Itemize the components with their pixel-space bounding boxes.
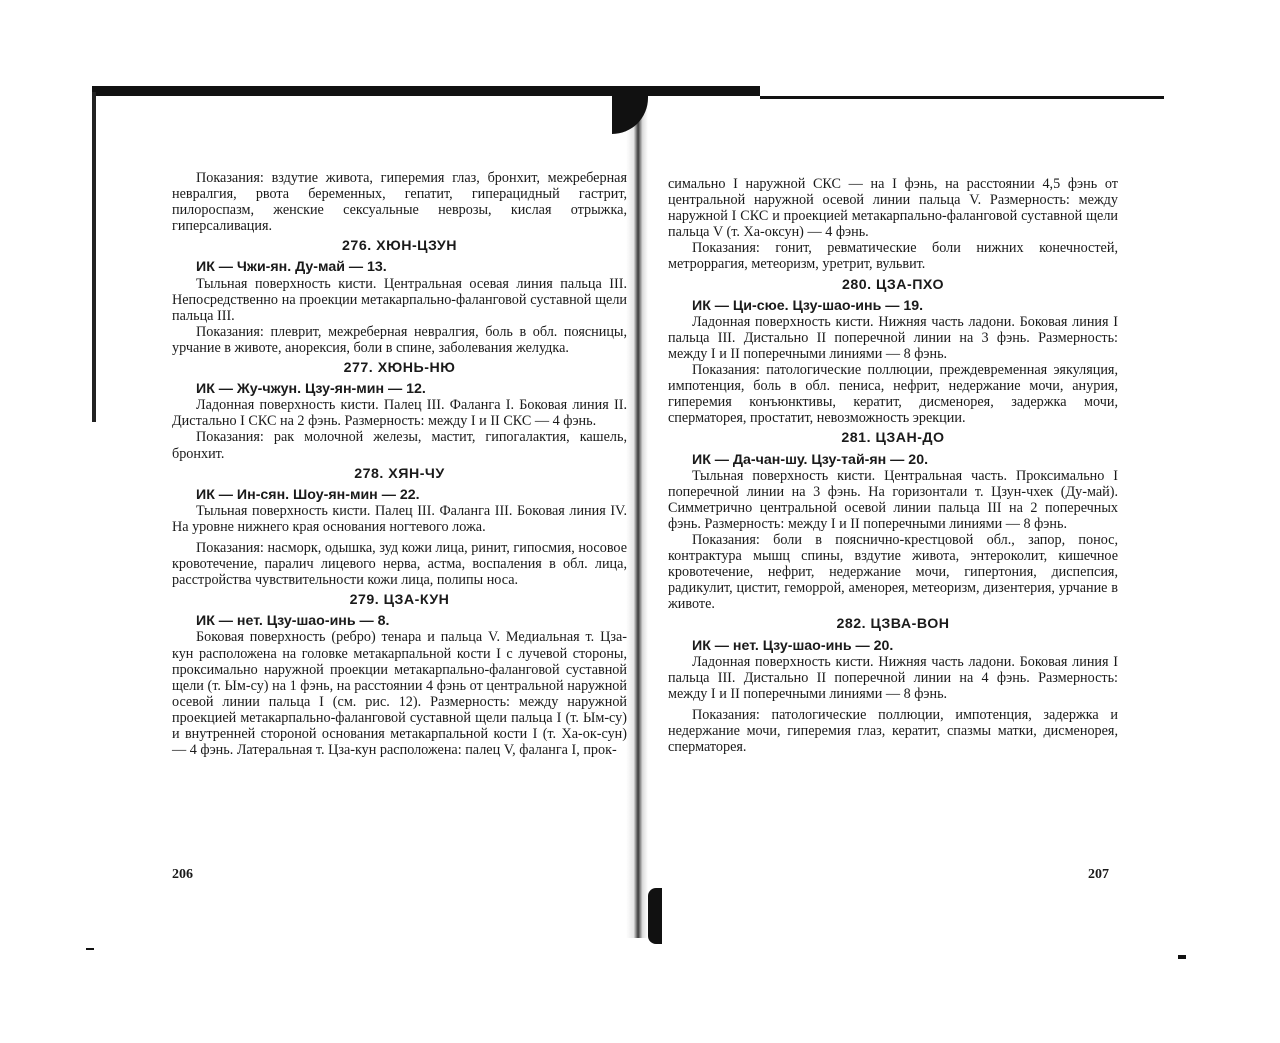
- book-spine-bottom: [648, 888, 662, 944]
- scan-top-border-right: [760, 96, 1164, 99]
- section-paragraph: Ладонная поверхность кисти. Нижняя часть ладони. Боковая линия I пальца III. Дистально II поперечной линии на 3 фэнь. Размерность: между I и II поперечными линиями — 8 фэнь.: [668, 313, 1118, 362]
- section-paragraph: Боковая поверхность (ребро) тенара и пальца V. Медиальная т. Цза-кун расположена на головке метакарпальной кости I с лучевой стороны, проксимально наружной проекции метакарпально-фаланговой суставной щели (т. Ым-су) на 1 фэнь, на расстоянии 4 фэнь от центральной наружной осевой линии пальца I (см. рис. 12). Размерность: между наружной проекцией метакарпально-фаланговой суставной щели пальца I (т. Ым-су) и внутренней стороной основания метакарпальной кости I (т. Ха-ок-сун) — 4 фэнь. Латеральная т. Цза-кун расположена: палец V, фаланга I, прок-: [172, 629, 627, 759]
- section-paragraph: Тыльная поверхность кисти. Центральная осевая линия пальца III. Непосредственно на проекции метакарпально-фаланговой суставной щели пальца III.: [172, 275, 627, 324]
- section-paragraph: Ладонная поверхность кисти. Нижняя часть ладони. Боковая линия I пальца III. Дистально II поперечной линии на 4 фэнь. Размерность: между I и II поперечными линиями — 8 фэнь.: [668, 653, 1118, 702]
- section-ik: ИК — нет. Цзу-шао-инь — 20.: [692, 637, 894, 654]
- section-title: 276. ХЮН-ЦЗУН: [342, 238, 457, 255]
- section-ik: ИК — Чжи-ян. Ду-май — 13.: [196, 259, 387, 276]
- section-title: 277. ХЮНЬ-НЮ: [343, 360, 456, 377]
- scan-top-border-gap: [760, 86, 1164, 96]
- section-ik: ИК — Ин-сян. Шоу-ян-мин — 22.: [196, 486, 420, 503]
- left-intro: Показания: вздутие живота, гиперемия глаз, бронхит, межреберная невралгия, рвота беременных, гепатит, гиперацидный гастрит, пилороспазм, женские сексуальные неврозы, кислая отрыжка, гиперсаливация.: [172, 170, 627, 235]
- right-intro-paragraph: Показания: гонит, ревматические боли нижних конечностей, метроррагия, метеоризм, уретрит, вульвит.: [668, 240, 1118, 273]
- right-page: [668, 176, 1118, 755]
- right-intro-paragraph: симально I наружной СКС — на I фэнь, на расстоянии 4,5 фэнь от центральной наружной осевой линии пальца V. Размерность: между наружной I СКС и проекцией метакарпально-фаланговой суставной щели пальца V (т. Ха-оксун) — 4 фэнь.: [668, 176, 1118, 241]
- scan-mark-left: [86, 948, 94, 950]
- left-page-edge: [92, 92, 96, 422]
- section-paragraph: Ладонная поверхность кисти. Палец III. Фаланга I. Боковая линия II. Дистально I СКС на 2 фэнь. Размерность: между I и II СКС — 4 фэнь.: [172, 397, 627, 430]
- section-paragraph: Показания: боли в пояснично-крестцовой обл., запор, понос, контрактура мышц спины, вздутие живота, энтероколит, кишечное кровотечение, нефрит, недержание мочи, гипертония, диспепсия, радикулит, цистит, геморрой, аменорея, метеоризм, дизентерия, урчание в животе.: [668, 531, 1118, 613]
- section-title: 280. ЦЗА-ПХО: [841, 276, 945, 293]
- section-title: 278. ХЯН-ЧУ: [354, 465, 445, 482]
- section-paragraph: Показания: плеврит, межреберная невралгия, боль в обл. поясницы, урчание в животе, анорексия, боли в спине, заболевания желудка.: [172, 323, 627, 356]
- right-page-number: 207: [1088, 867, 1109, 882]
- scan-mark-right: [1178, 955, 1186, 959]
- section-paragraph: Показания: патологические поллюции, импотенция, задержка и недержание мочи, гиперемия глаз, кератит, спазмы матки, дисменорея, сперматорея.: [668, 706, 1118, 756]
- section-paragraph: Показания: патологические поллюции, преждевременная эякуляция, импотенция, боль в обл. пениса, нефрит, недержание мочи, анурия, гиперемия конъюнктивы, кератит, дисменорея, задержка мочи, сперматорея, простатит, невозможность эрекции.: [668, 362, 1118, 427]
- section-title: 279. ЦЗА-КУН: [349, 592, 450, 609]
- section-ik: ИК — Да-чан-шу. Цзу-тай-ян — 20.: [692, 451, 929, 468]
- left-page-number: 206: [172, 867, 193, 882]
- section-title: 282. ЦЗВА-ВОН: [836, 616, 950, 633]
- section-title: 281. ЦЗАН-ДО: [841, 430, 945, 447]
- left-page: [172, 170, 627, 758]
- section-ik: ИК — Ци-сюе. Цзу-шао-инь — 19.: [692, 297, 924, 314]
- section-ik: ИК — Жу-чжун. Цзу-ян-мин — 12.: [196, 381, 426, 398]
- book-spine-shadow: [626, 96, 648, 938]
- section-paragraph: Тыльная поверхность кисти. Палец III. Фаланга III. Боковая линия IV. На уровне нижнего края основания ногтевого ложа.: [172, 502, 627, 535]
- section-paragraph: Показания: рак молочной железы, мастит, гипогалактия, кашель, бронхит.: [172, 429, 627, 462]
- section-paragraph: Тыльная поверхность кисти. Центральная часть. Проксимально I поперечной линии на 3 фэнь. На горизонтали т. Цзун-чхек (Ду-май). Симметрично центральной осевой линии пальца III на 2 поперечных фэнь. Размерность: между I и II поперечными линиями — 8 фэнь.: [668, 467, 1118, 532]
- section-ik: ИК — нет. Цзу-шао-инь — 8.: [196, 613, 390, 630]
- section-paragraph: Показания: насморк, одышка, зуд кожи лица, ринит, гипосмия, носовое кровотечение, паралич лицевого нерва, астма, воспаления в обл. лица, расстройства чувствительности кожи лица, полипы носа.: [172, 539, 627, 589]
